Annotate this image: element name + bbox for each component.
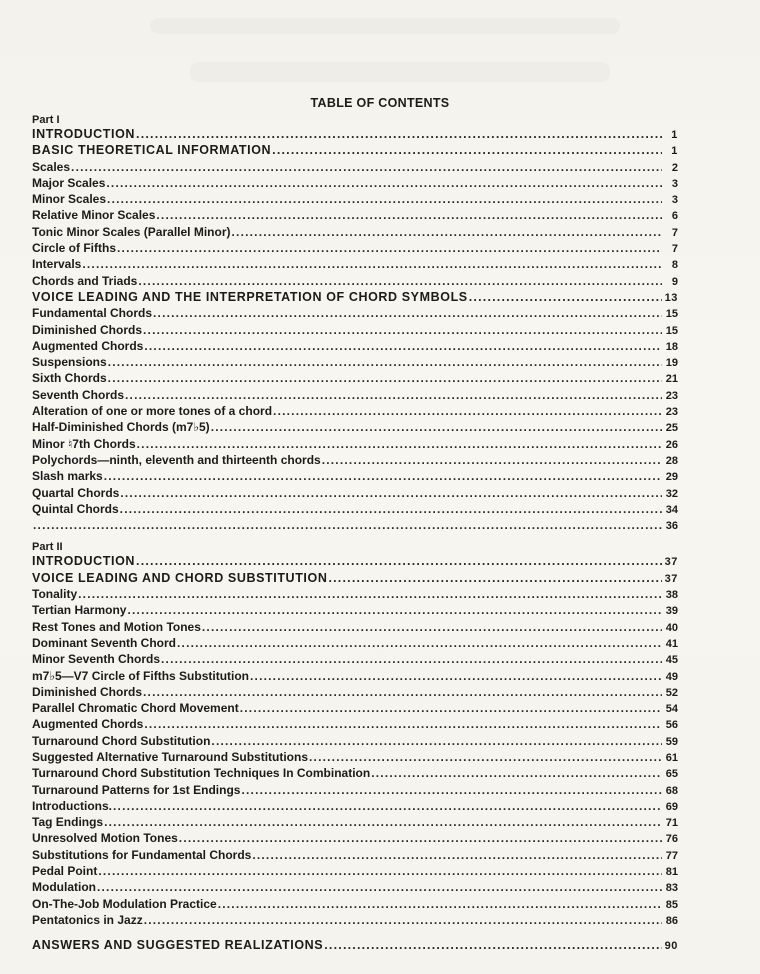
toc-entry-page: 77	[665, 849, 678, 862]
dot-leader	[178, 830, 662, 846]
toc-entry-page: 25	[665, 422, 678, 435]
toc-entry	[32, 863, 678, 879]
toc-entry-page: 49	[665, 670, 678, 683]
toc-entry-page: 71	[665, 817, 678, 830]
toc-entry-title: Polychords—ninth, eleventh and thirteenth chords	[32, 452, 321, 467]
toc-entry-page: 81	[665, 866, 678, 879]
dot-leader	[210, 733, 662, 749]
dot-leader	[107, 354, 662, 370]
toc-entry	[32, 782, 678, 798]
toc-entry-page: 45	[665, 654, 678, 667]
toc-entry-page: 3	[671, 194, 678, 207]
toc-entry	[32, 142, 678, 158]
toc-entry-page: 85	[665, 898, 678, 911]
toc-entry-title: Scales	[32, 159, 71, 174]
toc-entry-page: 15	[665, 324, 678, 337]
dot-leader	[142, 322, 662, 338]
toc-entry	[32, 207, 678, 223]
toc-entry	[32, 273, 678, 289]
dot-leader	[135, 553, 662, 569]
toc-entry-page: 28	[665, 454, 678, 467]
toc-entry-title: Turnaround Patterns for 1st Endings	[32, 782, 241, 797]
part-one-label: Part I	[32, 114, 60, 126]
toc-entry-title: Slash marks	[32, 469, 103, 484]
toc-entry-title: Diminished Chords	[32, 684, 143, 699]
toc-entry-title: m7♭5—V7 Circle of Fifths Substitution	[32, 668, 250, 683]
toc-entry-page: 65	[665, 768, 678, 781]
toc-entry-title: Dominant Seventh Chord	[32, 635, 177, 650]
toc-entry-title: Major Scales	[32, 175, 106, 190]
toc-entry	[32, 700, 678, 716]
toc-entry	[32, 553, 678, 569]
toc-entry	[32, 814, 678, 830]
toc-entry	[32, 305, 678, 321]
toc-entry	[32, 354, 678, 370]
toc-entry-title: ANSWERS AND SUGGESTED REALIZATIONS	[32, 938, 324, 953]
toc-entry	[32, 668, 678, 684]
dot-leader	[142, 684, 662, 700]
dot-leader	[32, 517, 662, 533]
dot-leader	[239, 700, 662, 716]
dot-leader	[135, 126, 662, 142]
dot-leader	[96, 879, 662, 895]
dot-leader	[308, 749, 662, 765]
dot-leader	[327, 570, 662, 586]
page-title: TABLE OF CONTENTS	[310, 96, 450, 110]
dot-leader	[143, 338, 662, 354]
toc-entry-page: 54	[665, 703, 678, 716]
toc-entry	[32, 322, 678, 338]
toc-entry	[32, 716, 678, 732]
dot-leader	[97, 863, 662, 879]
toc-entry-title: Substitutions for Fundamental Chords	[32, 847, 252, 862]
table-of-contents	[32, 114, 678, 954]
toc-entry-page: 34	[665, 503, 678, 516]
bleed-through-shadow	[150, 18, 620, 34]
toc-entry-title: Seventh Chords	[32, 387, 125, 402]
toc-entry	[32, 289, 678, 305]
toc-entry	[32, 651, 678, 667]
toc-entry-title: Turnaround Chord Substitution Techniques In Combination	[32, 766, 371, 781]
dot-leader	[124, 387, 662, 403]
dot-leader	[155, 207, 662, 223]
toc-entry-title: Relative Minor Scales	[32, 208, 156, 223]
toc-entry	[32, 387, 678, 403]
toc-entry-page: 37	[664, 572, 678, 585]
toc-entry-page: 19	[665, 357, 678, 370]
toc-entry-page: 6	[671, 210, 678, 223]
toc-entry-title: Minor ♮7th Chords	[32, 436, 136, 451]
dot-leader	[210, 419, 662, 435]
toc-entry-title: On-The-Job Modulation Practice	[32, 896, 217, 911]
dot-leader	[249, 668, 662, 684]
toc-entry	[32, 436, 678, 452]
toc-entry-page: 2	[671, 161, 678, 174]
dot-leader	[271, 142, 662, 158]
toc-entry	[32, 517, 678, 533]
toc-entry-title: INTRODUCTION	[32, 554, 136, 569]
toc-entry-title: Tonality	[32, 587, 78, 602]
dot-leader	[105, 175, 662, 191]
toc-entry	[32, 635, 678, 651]
toc-entry-page: 61	[665, 751, 678, 764]
toc-entry-title: Rest Tones and Motion Tones	[32, 619, 201, 634]
toc-entry-page: 18	[665, 340, 678, 353]
toc-entry-page: 37	[664, 556, 678, 569]
toc-entry-title: Parallel Chromatic Chord Movement	[32, 701, 239, 716]
dot-leader	[240, 782, 662, 798]
dot-leader	[77, 586, 662, 602]
toc-entry-title: Unresolved Motion Tones	[32, 831, 178, 846]
toc-entry	[32, 191, 678, 207]
toc-entry-title: Alteration of one or more tones of a chord	[32, 404, 273, 419]
toc-entry	[32, 749, 678, 765]
toc-entry-page: 68	[665, 784, 678, 797]
toc-entry	[32, 256, 678, 272]
toc-entry-page: 39	[665, 605, 678, 618]
toc-entry-title: Augmented Chords	[32, 338, 144, 353]
dot-leader	[106, 191, 662, 207]
toc-entry-answers	[32, 937, 678, 953]
toc-entry-page: 15	[665, 308, 678, 321]
toc-entry-page: 32	[665, 487, 678, 500]
toc-entry	[32, 830, 678, 846]
toc-entry	[32, 338, 678, 354]
toc-entry-page: 7	[671, 226, 678, 239]
dot-leader	[70, 159, 662, 175]
bleed-through-shadow	[190, 62, 610, 82]
toc-entry-page: 13	[664, 291, 678, 304]
dot-leader	[143, 912, 662, 928]
toc-entry-page: 1	[671, 145, 678, 158]
toc-entry-page: 29	[665, 471, 678, 484]
toc-entry-title: Fundamental Chords	[32, 306, 153, 321]
dot-leader	[103, 814, 662, 830]
toc-entry-title: Suggested Alternative Turnaround Substitutions	[32, 749, 309, 764]
part-two-entries	[32, 553, 678, 928]
toc-entry-page: 59	[665, 735, 678, 748]
toc-entry	[32, 879, 678, 895]
dot-leader	[137, 273, 662, 289]
toc-entry	[32, 485, 678, 501]
toc-entry	[32, 733, 678, 749]
toc-entry-page: 56	[665, 719, 678, 732]
dot-leader	[112, 798, 662, 814]
dot-leader	[321, 452, 662, 468]
dot-leader	[272, 403, 662, 419]
dot-leader	[231, 224, 663, 240]
toc-entry	[32, 419, 678, 435]
dot-leader	[176, 635, 662, 651]
toc-entry-page: 52	[665, 686, 678, 699]
toc-entry-title: Half-Diminished Chords (m7♭5)	[32, 420, 210, 435]
toc-entry-page: 9	[671, 275, 678, 288]
toc-entry	[32, 452, 678, 468]
toc-entry	[32, 896, 678, 912]
toc-entry-page: 1	[671, 129, 678, 141]
toc-entry-page: 90	[664, 940, 678, 953]
toc-entry-page: 26	[665, 438, 678, 451]
toc-entry	[32, 619, 678, 635]
dot-leader	[217, 896, 662, 912]
toc-entry-title: Pentatonics in Jazz	[32, 912, 143, 927]
dot-leader	[370, 765, 662, 781]
toc-entry	[32, 570, 678, 586]
toc-entry-page: 23	[665, 389, 678, 402]
toc-entry	[32, 586, 678, 602]
toc-entry-page: 23	[665, 406, 678, 419]
toc-entry	[32, 175, 678, 191]
toc-entry-title: Suspensions	[32, 355, 107, 370]
toc-entry	[32, 159, 678, 175]
toc-entry-title: VOICE LEADING AND THE INTERPRETATION OF CHORD SYMBOLS	[32, 289, 468, 304]
toc-entry-page: 41	[665, 637, 678, 650]
toc-entry	[32, 126, 678, 142]
toc-entry-title: Tonic Minor Scales (Parallel Minor)	[32, 224, 231, 239]
toc-entry-title: Tag Endings	[32, 815, 104, 830]
dot-leader	[152, 305, 662, 321]
toc-entry-title: Chords and Triads	[32, 273, 138, 288]
part-two-label: Part II	[32, 541, 63, 554]
toc-entry	[32, 602, 678, 618]
toc-entry-title: Minor Seventh Chords	[32, 652, 161, 667]
toc-entry	[32, 403, 678, 419]
dot-leader	[126, 602, 662, 618]
dot-leader	[81, 256, 662, 272]
toc-entry-title: Sixth Chords	[32, 371, 107, 386]
dot-leader	[251, 847, 662, 863]
toc-entry-title: Pedal Point	[32, 864, 98, 879]
toc-entry	[32, 468, 678, 484]
toc-entry-title: Quintal Chords	[32, 501, 119, 516]
toc-entry-page: 83	[665, 882, 678, 895]
toc-entry	[32, 684, 678, 700]
toc-entry-title: INTRODUCTION	[32, 127, 136, 141]
toc-entry-title: Minor Scales	[32, 192, 107, 207]
toc-entry-page: 36	[665, 520, 678, 533]
toc-entry-page: 69	[665, 800, 678, 813]
toc-entry-title: Circle of Fifths	[32, 241, 117, 256]
toc-entry-title: Intervals	[32, 257, 82, 272]
toc-entry-page: 76	[665, 833, 678, 846]
toc-entry-page: 38	[665, 589, 678, 602]
toc-entry-title: Introductions.	[32, 798, 112, 813]
dot-leader	[143, 716, 662, 732]
toc-entry	[32, 798, 678, 814]
dot-leader	[119, 485, 662, 501]
dot-leader	[103, 468, 662, 484]
toc-entry-page: 40	[665, 621, 678, 634]
toc-entry-page: 7	[671, 243, 678, 256]
toc-entry	[32, 847, 678, 863]
toc-entry-title: VOICE LEADING AND CHORD SUBSTITUTION	[32, 570, 328, 585]
toc-entry-title: Diminished Chords	[32, 322, 143, 337]
toc-entry-title: Quartal Chords	[32, 485, 120, 500]
dot-leader	[136, 436, 662, 452]
toc-entry-page: 21	[665, 373, 678, 386]
dot-leader	[119, 501, 662, 517]
toc-entry-page: 86	[665, 914, 678, 927]
dot-leader	[160, 651, 662, 667]
toc-entry-title: Tertian Harmony	[32, 603, 127, 618]
toc-entry-title: Augmented Chords	[32, 717, 144, 732]
toc-entry	[32, 370, 678, 386]
toc-entry	[32, 240, 678, 256]
dot-leader	[323, 937, 662, 953]
dot-leader	[107, 370, 662, 386]
dot-leader	[201, 619, 662, 635]
toc-entry	[32, 765, 678, 781]
toc-entry-page: 8	[671, 259, 678, 272]
dot-leader	[116, 240, 662, 256]
toc-entry-page: 3	[671, 177, 678, 190]
toc-entry-title: Turnaround Chord Substitution	[32, 733, 211, 748]
dot-leader	[468, 289, 662, 305]
part-one-entries	[32, 126, 678, 533]
toc-entry	[32, 224, 678, 240]
toc-entry	[32, 912, 678, 928]
toc-entry-title: Modulation	[32, 880, 96, 895]
toc-entry	[32, 501, 678, 517]
toc-entry-title: BASIC THEORETICAL INFORMATION	[32, 143, 272, 158]
